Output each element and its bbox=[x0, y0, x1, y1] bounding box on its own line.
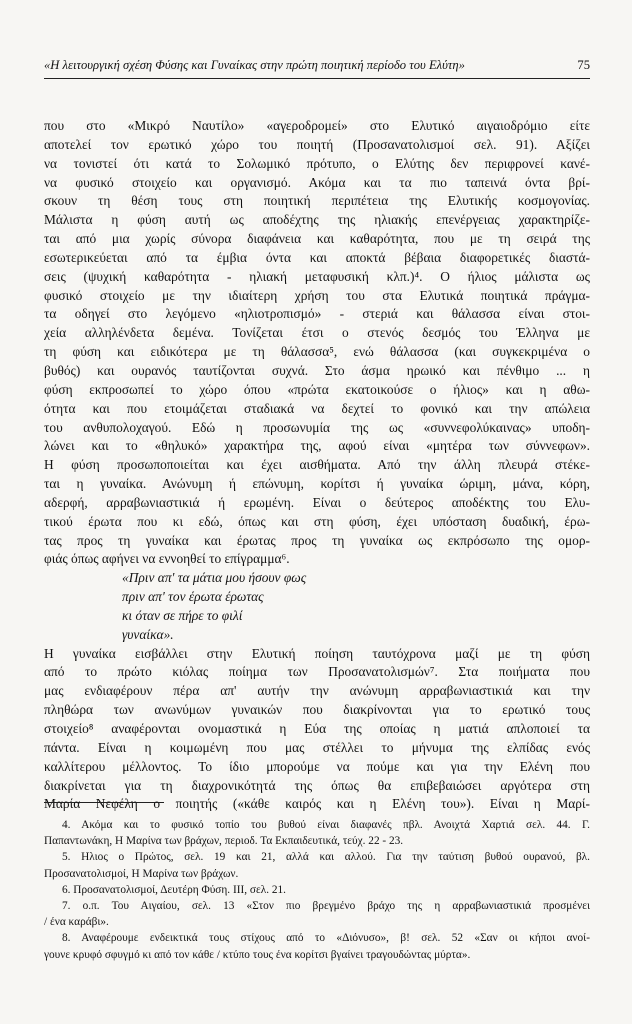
footnote-line: Παπαντωνάκη, Η Μαρίνα των βράχων, περιοδ. Τα Εκπαιδευτικά, τεύχ. 22 - 23. bbox=[44, 835, 404, 848]
text-line: σκουν τη θέση τους στη ποιητική περιπέτεια της Ελυτικής κοσμογονίας. bbox=[44, 193, 590, 209]
text-line: τικού έρωτα που κι εδώ, όπως και στη φύση, έχει υπόσταση δυαδική, έρω- bbox=[44, 513, 590, 529]
text-line: πριν απ' τον έρωτα έρωτας bbox=[122, 589, 264, 605]
text-line: αποτελεί τον ερωτικό χώρο του ποιητή (Προσανατολισμοί σελ. 91). Αξίζει bbox=[44, 136, 590, 152]
text-line: φιάς όπως αφήνει να εννοηθεί το επίγραμμα⁶. bbox=[44, 551, 290, 567]
text-line: που στο «Μικρό Ναυτίλο» «αγεροδρομεί» στο Ελυτικό αιγαιοδρόμιο είτε bbox=[44, 118, 590, 133]
text-line: σεις (ψυχική καθαρότητα - ηλιακή μεταφυσική κλπ.)⁴. Ο ήλιος μάλιστα ως bbox=[44, 268, 590, 284]
text-line: Μάλιστα η φύση αυτή ως αποδέχτης της ηλιακής επενέργειας χαρακτηρίζε- bbox=[44, 212, 590, 228]
footnote-4 bbox=[44, 817, 590, 849]
footnote-5 bbox=[44, 849, 590, 881]
footnote-rule bbox=[44, 802, 164, 803]
header-title: «Η λειτουργική σχέση Φύσης και Γυναίκας στην πρώτη ποιητική περίοδο του Ελύτη» bbox=[44, 58, 465, 72]
text-line: τας προς τη γυναίκα και έρωτας προς τη γυναίκα ως εκπρόσωπο της ομορ- bbox=[44, 532, 590, 548]
footnote-6 bbox=[44, 882, 590, 898]
text-line: ται από μια χωρίς σύνορα διαφάνεια και καθαρότητα, που με τη σειρά της bbox=[44, 231, 590, 247]
text-line: κι όταν σε πήρε το φιλί bbox=[122, 607, 243, 623]
footnote-line: 4. Ακόμα και το φυσικό τοπίο του βυθού είναι διαφανές πβλ. Ανοιχτά Χαρτιά σελ. 44. Γ. bbox=[62, 819, 590, 831]
footnote-7 bbox=[44, 898, 590, 930]
text-line: τη φύση και ειδικότερα με τη θάλασσα⁵, ενώ θάλασσα (και συγκεκριμένα ο bbox=[44, 344, 590, 360]
text-line: στοιχείο⁸ αναφέρονται ονομαστικά η Εύα της οποίας η ματιά απλοποιεί τα bbox=[44, 721, 590, 736]
footnotes bbox=[44, 817, 590, 963]
text-line: λώνει και το «θηλυκό» χαρακτήρα της, αφού είναι «μητέρα των σύννεφων». bbox=[44, 438, 590, 454]
paragraph-2 bbox=[44, 645, 590, 815]
text-line: «Πριν απ' τα μάτια μου ήσουν φως bbox=[122, 570, 307, 586]
epigram-poem bbox=[44, 569, 590, 644]
running-header bbox=[44, 58, 590, 73]
page-number: 75 bbox=[577, 58, 590, 72]
main-text bbox=[44, 117, 590, 814]
text-line: τα οδηγεί στο λεγόμενο «ηλιοτροπισμό» - στεριά και θάλασσα είναι στοι- bbox=[44, 306, 590, 322]
footnote-line: γουνε κρυφό σφυγμό κι από τον κάθε / κτύπο τους ένα κορίτσι βγαίνει τραγουδώντας μύρτα». bbox=[44, 948, 471, 961]
footnote-line: 6. Προσανατολισμοί, Δευτέρη Φύση. III, σελ. 21. bbox=[62, 883, 286, 896]
footnote-line: 7. ο.π. Του Αιγαίου, σελ. 13 «Στον πιο βρεγμένο βράχο της η αρραβωνιαστικιά προσμένει bbox=[62, 899, 590, 912]
text-line: πληθώρα των ανωνύμων γυναικών που διακρίνονται για το ερωτικό τους bbox=[44, 702, 590, 718]
text-line: να φυσικό στοιχείο και οργανισμό. Ακόμα και τα πιο ταπεινά όντα βρί- bbox=[44, 174, 590, 190]
paragraph-1 bbox=[44, 117, 590, 569]
text-line: του ανθυπολοχαγού. Εδώ η προσωνυμία της ως «συννεφολύκαινας» υποδη- bbox=[44, 419, 590, 435]
text-line: Η γυναίκα εισβάλλει στην Ελυτική ποίηση ταυτόχρονα μαζί με τη φύση bbox=[44, 645, 590, 661]
footnote-8 bbox=[44, 930, 590, 962]
text-line: εσωτερικεύεται από τα έμβια όντα και αποκτά βέβαια διαφορετικές διαστά- bbox=[44, 249, 590, 265]
text-line: φύση εκπροσωπεί το χώρο όπου «πρώτα εκατοικούσε ο ήλιος» και η αθω- bbox=[44, 381, 590, 397]
text-line: καλλίτερου μέλλοντος. Το ίδιο μπορούμε να πούμε και για την Ελένη που bbox=[44, 758, 590, 774]
footnote-line: Προσανατολισμοί, Η Μαρίνα των βράχων. bbox=[44, 867, 239, 880]
text-line: διακρίνεται για τη διαχρονικότητά της όπως θα επιβεβαιώσει αργότερα στη bbox=[44, 777, 590, 793]
footnote-line: / ένα καράβι». bbox=[44, 916, 109, 929]
text-line: να τονιστεί ότι κατά το Σολωμικό πρότυπο, ο Ελύτης δεν περιφρονεί κανέ- bbox=[44, 155, 590, 171]
footnote-line: 8. Αναφέρουμε ενδεικτικά τους στίχους από το «Διόνυσο», β! σελ. 52 «Σαν οι κήποι ανοί- bbox=[62, 932, 590, 945]
text-line: φυσικό στοιχείο με την ιδιαίτερη χρήση του στα Ελυτικά ποιητικά πράγμα- bbox=[44, 287, 590, 303]
text-line: βυθός) και ουρανός ταυτίζονται συχνά. Στο άσμα ηρωικό και πένθιμο ... η bbox=[44, 362, 590, 378]
text-line: Η φύση προσωποποιείται και έχει αισθήματα. Από την άλλη πλευρά στέκε- bbox=[44, 457, 590, 473]
text-line: πάντα. Είναι η κοιμωμένη που μας στέλλει το μήνυμα της ελπίδας ενός bbox=[44, 739, 590, 755]
text-line: ότητα και που ετοιμάζεται σταδιακά να δεχτεί το φονικό και την απώλεια bbox=[44, 400, 590, 416]
text-line: ται η γυναίκα. Ανώνυμη ή επώνυμη, κορίτσι ή γυναίκα ώριμη, μάνα, κόρη, bbox=[44, 476, 590, 492]
text-line: Μαρία Νεφέλη ο ποιητής («κάθε καιρός και η Ελένη του»). Είναι η Μαρί- bbox=[44, 796, 590, 812]
text-line: γυναίκα». bbox=[122, 626, 174, 642]
header-rule bbox=[44, 78, 590, 79]
footnote-line: 5. Ηλιος ο Πρώτος, σελ. 19 και 21, αλλά και αλλού. Για την ταύτιση βυθού ουρανού, βλ. bbox=[62, 851, 590, 864]
text-line: μας ενδιαφέρουν πέρα απ' αυτήν την ανώνυμη αρραβωνιαστικιά και την bbox=[44, 683, 590, 699]
text-line: αδερφή, αρραβωνιαστικιά ή ερωμένη. Είναι ο δεύτερος αποδέκτης του Ελυ- bbox=[44, 494, 590, 510]
text-line: χεία αλληλένδετα δεμένα. Τονίζεται έτσι ο στενός δεσμός του Έλληνα με bbox=[44, 325, 590, 341]
text-line: από το πρώτο κιόλας ποίημα των Προσανατολισμών⁷. Στα ποιήματα που bbox=[44, 664, 590, 680]
